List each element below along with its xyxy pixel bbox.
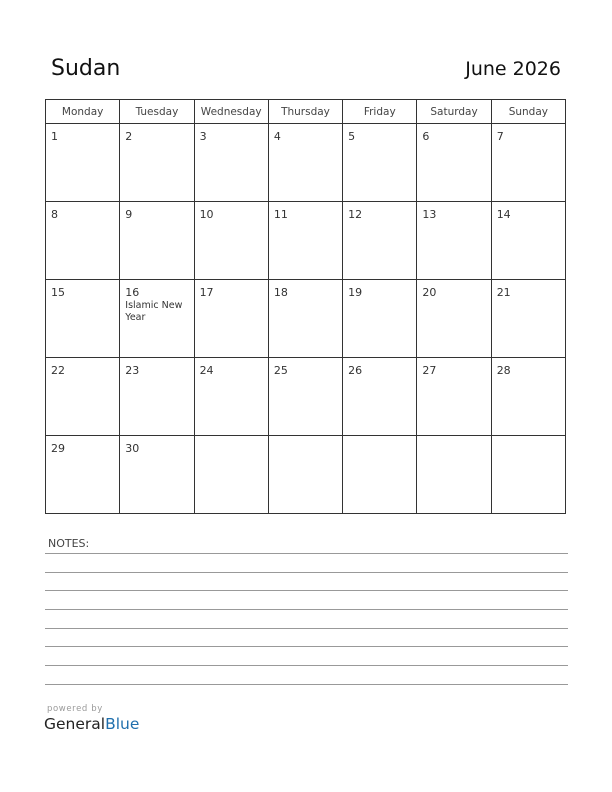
day-number (269, 436, 342, 443)
day-cell (417, 124, 491, 202)
day-number: 21 (496, 286, 511, 299)
day-number (417, 436, 490, 443)
weekday-header: Tuesday (120, 100, 194, 124)
day-cell (46, 124, 120, 202)
brand-blue: Blue (105, 715, 140, 733)
week-row (46, 358, 566, 436)
day-cell (491, 358, 565, 436)
day-cell (268, 124, 342, 202)
day-cell (417, 436, 491, 514)
note-line (45, 628, 568, 629)
day-number (195, 436, 268, 443)
holiday-label: Islamic New Year (125, 300, 183, 323)
day-number: 30 (125, 442, 140, 455)
day-number: 24 (199, 364, 214, 377)
day-number: 12 (348, 208, 363, 221)
day-cell (417, 358, 491, 436)
day-cell (268, 202, 342, 280)
day-cell (46, 202, 120, 280)
day-cell (343, 436, 417, 514)
day-cell (417, 280, 491, 358)
day-number: 22 (51, 364, 65, 377)
day-cell (343, 124, 417, 202)
weekday-header: Friday (343, 100, 417, 124)
weekday-header: Monday (46, 100, 120, 124)
day-number: 19 (348, 286, 363, 299)
day-number: 29 (51, 442, 65, 455)
day-cell (194, 358, 268, 436)
note-line (45, 665, 568, 666)
day-cell (268, 358, 342, 436)
day-cell (194, 436, 268, 514)
day-number: 9 (125, 208, 133, 221)
day-number: 25 (273, 364, 288, 377)
day-number: 5 (348, 130, 356, 143)
day-number: 17 (199, 286, 214, 299)
weekday-header-row (46, 100, 566, 124)
day-number: 4 (273, 130, 281, 143)
brand-name (44, 715, 139, 733)
day-cell (120, 124, 194, 202)
day-number: 16 (125, 286, 140, 299)
day-number: 1 (51, 130, 58, 143)
day-cell (194, 280, 268, 358)
weekday-header: Wednesday (194, 100, 268, 124)
day-cell (491, 124, 565, 202)
day-cell (120, 202, 194, 280)
day-number: 18 (273, 286, 288, 299)
day-number: 10 (199, 208, 214, 221)
calendar-grid (45, 99, 566, 514)
day-number (492, 436, 565, 443)
weekday-header: Saturday (417, 100, 491, 124)
day-cell (343, 202, 417, 280)
day-number: 26 (348, 364, 363, 377)
day-cell (491, 436, 565, 514)
brand-logo (44, 704, 139, 733)
day-number: 28 (496, 364, 511, 377)
day-cell (46, 358, 120, 436)
day-number: 27 (422, 364, 437, 377)
day-cell (120, 358, 194, 436)
note-line (45, 609, 568, 610)
week-row (46, 280, 566, 358)
day-cell (268, 436, 342, 514)
day-cell (194, 202, 268, 280)
week-row (46, 124, 566, 202)
day-number: 15 (51, 286, 65, 299)
day-number: 7 (496, 130, 504, 143)
day-cell (491, 280, 565, 358)
day-cell (491, 202, 565, 280)
day-number: 14 (496, 208, 511, 221)
day-number: 3 (199, 130, 207, 143)
day-cell (120, 280, 194, 358)
day-cell (343, 280, 417, 358)
day-number: 8 (51, 208, 58, 221)
brand-general: General (44, 715, 106, 733)
note-line (45, 590, 568, 591)
weekday-header: Sunday (491, 100, 565, 124)
day-cell (46, 436, 120, 514)
day-number: 20 (422, 286, 437, 299)
day-cell (417, 202, 491, 280)
week-row (46, 202, 566, 280)
note-line (45, 646, 568, 647)
day-cell (268, 280, 342, 358)
day-cell (343, 358, 417, 436)
day-number: 11 (273, 208, 288, 221)
day-cell (46, 280, 120, 358)
notes-label: NOTES: (48, 537, 90, 550)
day-number: 6 (422, 130, 430, 143)
country-title: Sudan (51, 56, 121, 81)
day-number: 23 (125, 364, 140, 377)
note-line (45, 572, 568, 573)
day-number (343, 436, 416, 443)
day-number: 2 (125, 130, 133, 143)
day-cell (194, 124, 268, 202)
month-title: June 2026 (465, 58, 561, 80)
note-line (45, 553, 568, 554)
week-row (46, 436, 566, 514)
day-number: 13 (422, 208, 437, 221)
powered-by-text: powered by (47, 704, 103, 714)
weekday-header: Thursday (268, 100, 342, 124)
note-line (45, 684, 568, 685)
day-cell (120, 436, 194, 514)
